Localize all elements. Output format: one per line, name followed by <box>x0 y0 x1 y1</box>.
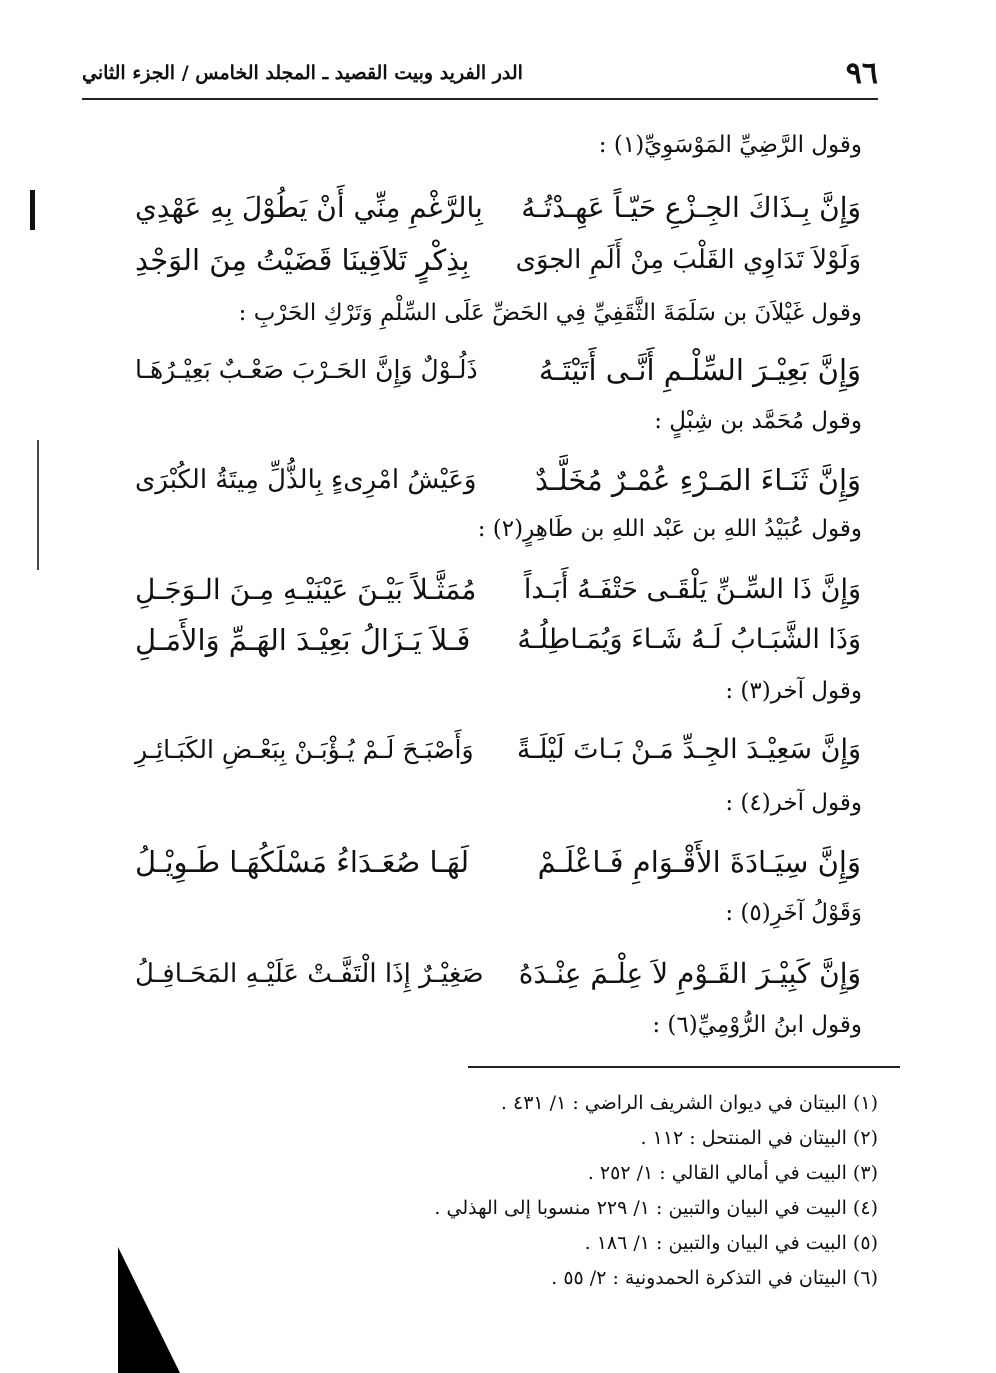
verse-line <box>135 180 861 236</box>
verse-second-hemistich: ذَلُـوْلٌ وَإِنَّ الحَـرْبَ صَعْـبٌ بَعِيْـرُهَـا <box>135 355 478 384</box>
verse-second-hemistich: فَـلاَ يَـزَالُ بَعِيْـدَ الهَـمِّ وَالأَمَـلِ <box>135 623 471 657</box>
scan-shadow <box>118 1247 180 1373</box>
verse-intro: وقول آخر(٤) : <box>725 790 862 816</box>
verse-intro: وقول مُحَمَّد بن شِبْلٍ : <box>654 408 862 434</box>
verse-second-hemistich: صَغِيْـرٌ إِذَا الْتَفَّـتْ عَلَيْـهِ المَحَـافِـلُ <box>135 959 484 989</box>
verse-second-hemistich: مُمَثَّـلاً بَيْـنَ عَيْنَيْـهِ مِـنَ الـوَجَـلِ <box>135 573 477 606</box>
binding-edge-mark <box>30 190 35 230</box>
verse-intro: وقول ابنُ الرُّوْمِيِّ(٦) : <box>652 1012 862 1038</box>
page-number: ٩٦ <box>845 56 878 91</box>
verse-line <box>135 834 861 890</box>
verse-first-hemistich: وَإِنَّ بِـذَاكَ الجِـزْعِ حَيّـاً عَهِـدْتُـهُ <box>521 191 861 224</box>
verse-line <box>135 342 861 398</box>
verse-line <box>135 232 861 288</box>
verse-first-hemistich: وَإِنَّ سِيَـادَةَ الأَقْـوَامِ فَـاعْلَـمْ <box>537 845 861 879</box>
verse-line <box>135 612 861 668</box>
binding-edge-line <box>37 440 39 570</box>
verse-first-hemistich: وَإِنَّ ثَنَـاءَ المَـرْءِ عُمْـرٌ مُخَلَّـدٌ <box>535 463 861 497</box>
footnote: (٢) البيتان في المنتحل : ١١٢ . <box>640 1127 878 1149</box>
footnote: (١) البيتان في ديوان الشريف الراضي : ١/ ٤٣١ . <box>500 1092 878 1114</box>
verse-second-hemistich: وَعَيْشُ امْرِىءٍ بِالذُّلِّ مِيتَةُ الكُبْرَى <box>135 465 477 495</box>
verse-intro: وَقَوْلُ آخَرِ(٥) : <box>725 900 862 926</box>
verse-intro: وقول عُبَيْدُ اللهِ بن عَبْد اللهِ بن طَاهِرٍ(٢) : <box>477 516 862 542</box>
verse-line <box>135 452 861 508</box>
verse-intro: وقول آخر(٣) : <box>725 678 862 704</box>
verse-first-hemistich: وَإِنَّ بَعِيْـرَ السِّلْـمِ أَنَّـى أَتَيْتَـهُ <box>538 353 861 387</box>
verse-second-hemistich: بِذِكْرٍ تَلاَقِينَا قَضَيْتُ مِنَ الوَجْدِ <box>135 243 470 277</box>
verse-line <box>135 722 861 778</box>
verse-first-hemistich: وَلَوْلاَ تَدَاوِي القَلْبَ مِنْ أَلَمِ الجوَى <box>515 245 861 275</box>
verse-second-hemistich: وَأَصْبَـحَ لَـمْ يُـؤْبَـنْ بِبَعْـضِ الكَبَـائِـرِ <box>135 735 474 764</box>
verse-first-hemistich: وَذَا الشَّبَـابُ لَـهُ شَـاءَ وَيُمَـاطِلُـهُ <box>517 624 861 655</box>
footnote: (٥) البيت في البيان والتبين : ١/ ١٨٦ . <box>584 1232 878 1254</box>
verse-first-hemistich: وَإِنَّ ذَا السِّـنِّ يَلْقَـى حَتْفَـهُ أَبَـداً <box>523 574 861 605</box>
verse-second-hemistich: بِالرَّغْمِ مِنِّي أَنْ يَطُوْلَ بِهِ عَهْدِي <box>135 191 483 224</box>
verse-intro: وقول غَيْلاَنَ بن سَلَمَةَ الثَّقَفِيِّ فِي الحَضِّ عَلَى السِّلْمِ وَتَرْكِ الحَرْبِ : <box>238 300 862 326</box>
footnotes <box>434 1086 878 1296</box>
verse-first-hemistich: وَإِنَّ سَعِيْـدَ الجِـدِّ مَـنْ بَـاتَ لَيْلَـةً <box>516 734 861 765</box>
verse-line <box>135 946 861 1002</box>
verse-second-hemistich: لَهَـا صُعَـدَاءُ مَسْلَكُهَـا طَـوِيْـلُ <box>135 845 470 879</box>
verse-first-hemistich: وَإِنَّ كَبِيْـرَ القَـوْمِ لاَ عِلْـمَ عِنْـدَهُ <box>518 957 861 990</box>
verse-intro: وقول الرَّضِيِّ المَوْسَوِيِّ(١) : <box>598 132 862 158</box>
running-title: الدر الفريد وبيت القصيد ـ المجلد الخامس / الجزء الثاني <box>82 62 523 84</box>
verse-line <box>135 562 861 618</box>
page-header <box>82 52 878 100</box>
footnote: (٦) البيتان في التذكرة الحمدونية : ٢/ ٥٥ . <box>551 1267 878 1289</box>
footnote: (٣) البيت في أمالي القالي : ١/ ٢٥٢ . <box>587 1162 878 1184</box>
footnote-separator <box>468 1066 900 1068</box>
footnote: (٤) البيت في البيان والتبين : ١/ ٢٢٩ منسوبا إلى الهذلي . <box>434 1197 878 1219</box>
